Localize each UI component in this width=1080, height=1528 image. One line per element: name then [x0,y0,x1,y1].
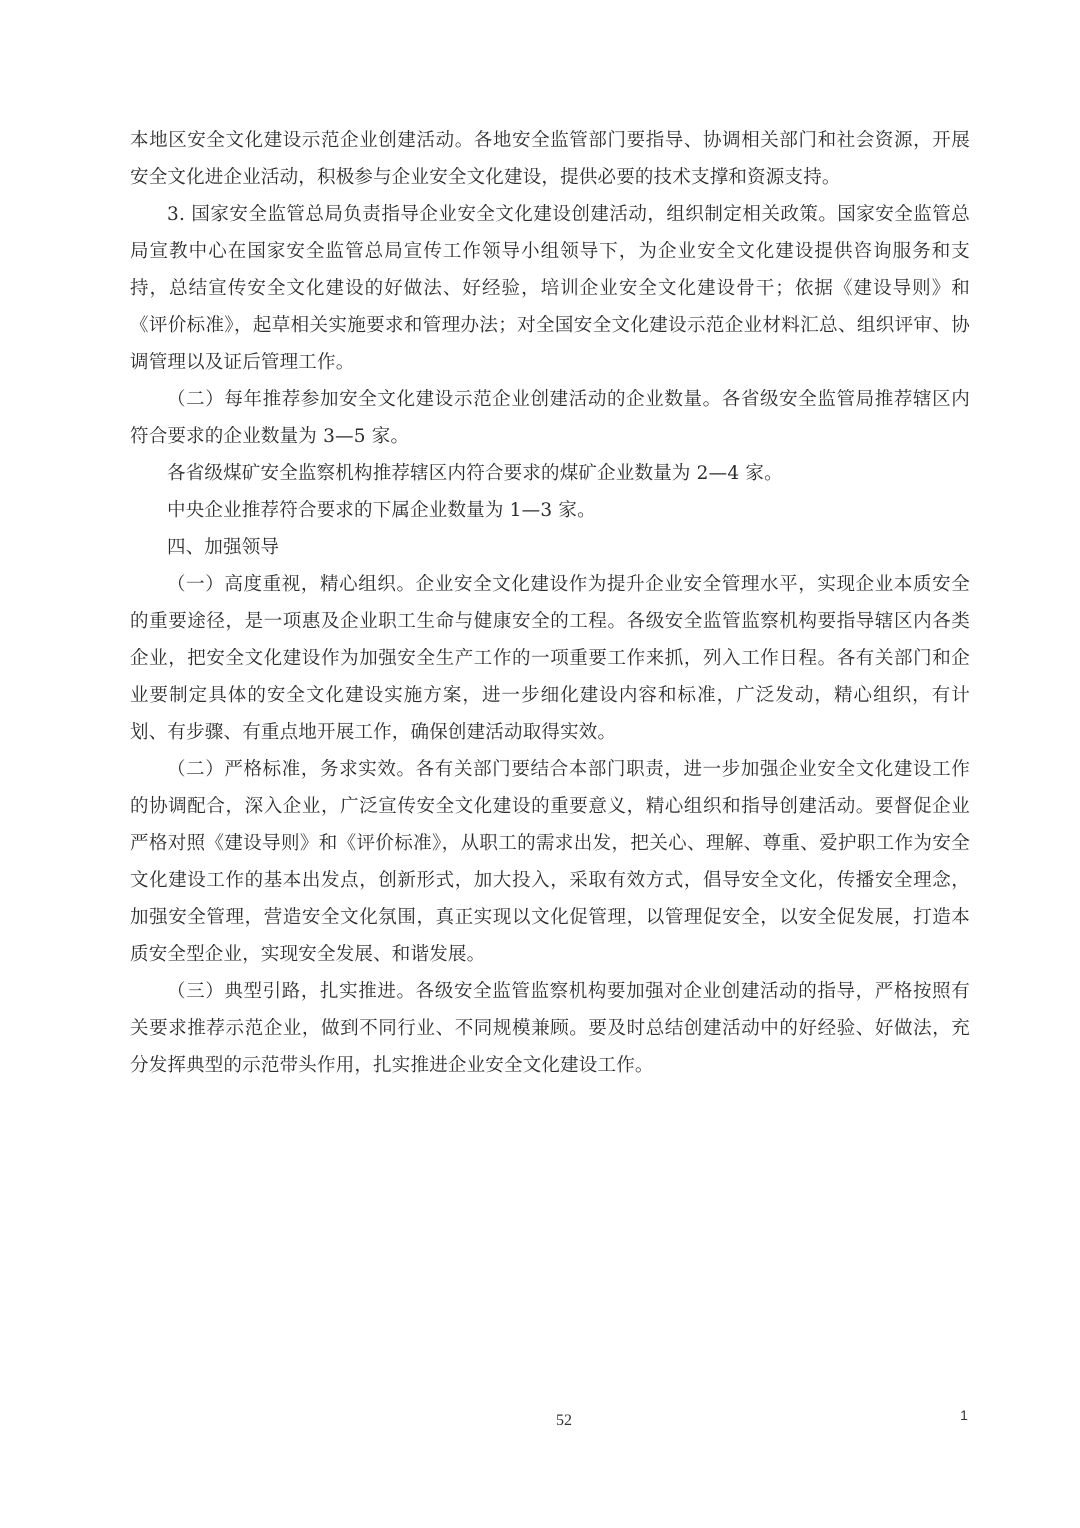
paragraph-leadership-2: （二）严格标准，务求实效。各有关部门要结合本部门职责，进一步加强企业安全文化建设工作的协调配合，深入企业，广泛宣传安全文化建设的重要意义，精心组织和指导创建活动。要督促企业严格对照《建设导则》和《评价标准》，从职工的需求出发，把关心、理解、尊重、爱护职工作为安全文化建设工作的基本出发点，创新形式，加大投入，采取有效方式，倡导安全文化，传播安全理念，加强安全管理，营造安全文化氛围，真正实现以文化促管理，以管理促安全，以安全促发展，打造本质安全型企业，实现安全发展、和谐发展。 [130,759,970,965]
paragraph-item-3: 3. 国家安全监管总局负责指导企业安全文化建设创建活动，组织制定相关政策。国家安全监管总局宣教中心在国家安全监管总局宣传工作领导小组领导下，为企业安全文化建设提供咨询服务和支持，总结宣传安全文化建设的好做法、好经验，培训企业安全文化建设骨干；依据《建设导则》和《评价标准》，起草相关实施要求和管理办法；对全国安全文化建设示范企业材料汇总、组织评审、协调管理以及证后管理工作。 [130,204,970,373]
document-body [130,122,970,1084]
page-number: 52 [556,1412,572,1429]
paragraph-continuation: 本地区安全文化建设示范企业创建活动。各地安全监管部门要指导、协调相关部门和社会资源，开展安全文化进企业活动，积极参与企业安全文化建设，提供必要的技术支撑和资源支持。 [130,130,970,188]
paragraph-coal-mine-quota: 各省级煤矿安全监察机构推荐辖区内符合要求的煤矿企业数量为 2—4 家。 [167,463,783,484]
paragraph-leadership-1: （一）高度重视，精心组织。企业安全文化建设作为提升企业安全管理水平，实现企业本质安全的重要途径，是一项惠及企业职工生命与健康安全的工程。各级安全监管监察机构要指导辖区内各类企业，把安全文化建设作为加强安全生产工作的一项重要工作来抓，列入工作日程。各有关部门和企业要制定具体的安全文化建设实施方案，进一步细化建设内容和标准，广泛发动，精心组织，有计划、有步骤、有重点地开展工作，确保创建活动取得实效。 [130,574,970,743]
paragraph-central-enterprise-quota: 中央企业推荐符合要求的下属企业数量为 1—3 家。 [167,500,596,521]
section-heading-4: 四、加强领导 [167,537,280,558]
paragraph-section-2: （二）每年推荐参加安全文化建设示范企业创建活动的企业数量。各省级安全监管局推荐辖区内符合要求的企业数量为 3—5 家。 [130,389,970,447]
paragraph-leadership-3: （三）典型引路，扎实推进。各级安全监管监察机构要加强对企业创建活动的指导，严格按照有关要求推荐示范企业，做到不同行业、不同规模兼顾。要及时总结创建活动中的好经验、好做法，充分发挥典型的示范带头作用，扎实推进企业安全文化建设工作。 [130,981,970,1076]
sheet-number: 1 [960,1407,968,1423]
